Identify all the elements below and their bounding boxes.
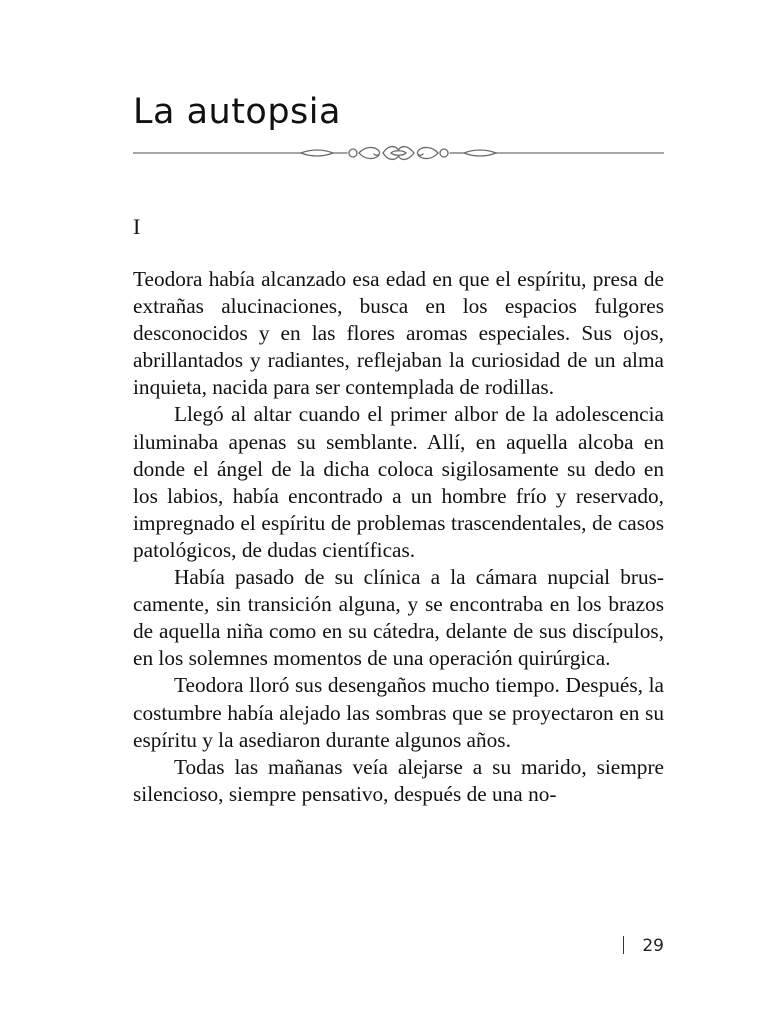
paragraph: Llegó al altar cuando el primer albor de la adolescencia iluminaba apenas su semblante. Allí, en aquella alcoba en donde el ángel de la dicha coloca sigilosamente su dedo en los labios, había encontrado a un hombre frío y reservado, impregnado el espíritu de problemas trascendentales, de casos patológicos, de dudas científicas. bbox=[133, 402, 664, 562]
footer-divider bbox=[623, 936, 624, 954]
paragraph: Todas las mañanas veía alejarse a su marido, siempre silencioso, siempre pensativo, después de una no- bbox=[133, 754, 664, 806]
page-footer bbox=[623, 936, 664, 956]
paragraph: Teodora lloró sus desengaños mucho tiempo. Después, la costumbre había alejado las sombras que se proyectaron en su espíritu y la asediaron durante algunos años. bbox=[133, 673, 664, 752]
decorative-divider-icon bbox=[133, 141, 664, 165]
paragraph: Había pasado de su clínica a la cámara nupcial bruscamente, sin transición alguna, y se encontraba en los brazos de aquella niña como en su cátedra, delante de sus discípulos, en los solemnes momentos de una operación quirúrgica. bbox=[133, 565, 664, 671]
paragraph: Teodora había alcanzado esa edad en que el espíritu, presa de extrañas alucinaciones, busca en los espacios fulgores desconocidos y en las flores aromas especiales. Sus ojos, abrillantados y radiantes, reflejaban la curiosidad de un alma inquieta, nacida para ser contemplada de rodillas. bbox=[133, 267, 664, 400]
section-numeral: I bbox=[133, 214, 141, 239]
chapter-body bbox=[133, 266, 664, 808]
chapter-title: La autopsia bbox=[133, 92, 341, 132]
page-number: 29 bbox=[642, 936, 664, 956]
